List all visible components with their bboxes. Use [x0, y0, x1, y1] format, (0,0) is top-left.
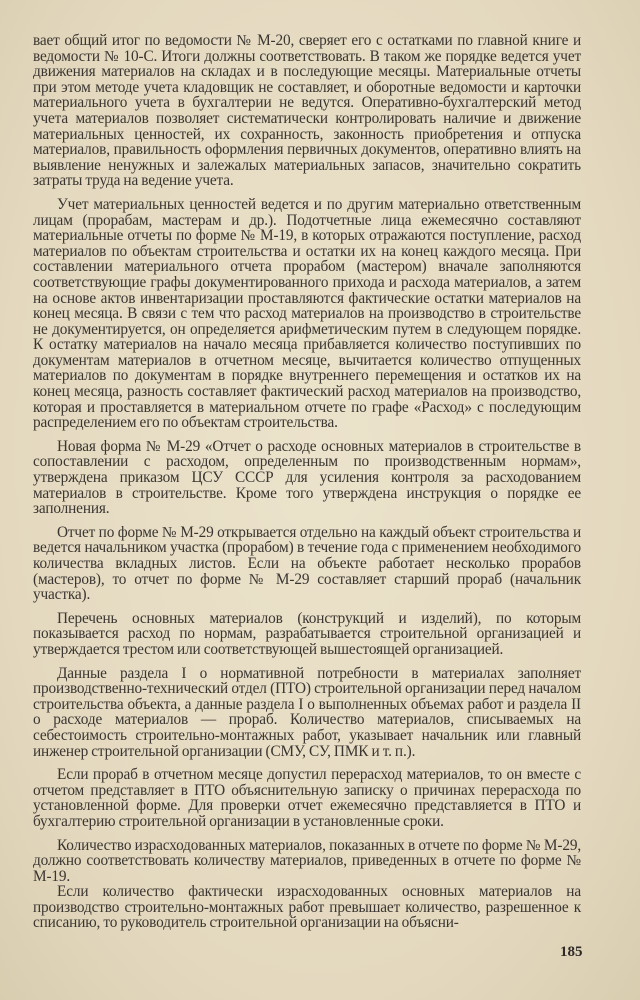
paragraph-material-accounting: Учет материальных ценностей ведется и по другим материально ответственным лицам (прорабам, мастерам и др.). Подотчетные лица ежемесячно составляют материальные отчеты по форме № М-19, в которых отражаются поступление, расход материалов по объектам строительства и остатки их на конец каждого месяца. При составлении материального отчета прорабом (мастером) вначале заполняются соответствующие графы документированного прихода и расхода материалов, а затем на основе актов инвентаризации проставляются фактические остатки материалов на конец месяца. В связи с тем что расход материалов на производство в строительстве не документируется, он определяется арифметическим путем в следующем порядке. К остатку материалов на начало месяца прибавляется количество поступивших по документам материалов в отчетном месяце, вычитается количество отпущенных материалов по документам в порядке внутреннего перемещения и остатков их на конец месяца, разность составляет фактический расход материалов на производство, которая и проставляется в материальном отчете по графе «Расход» с последующим распределением его по объектам строительства.: [33, 195, 581, 432]
paragraph-materials-list: Перечень основных материалов (конструкций и изделий), по которым показывается расход по нормам, разрабатывается строительной организацией и утверждается трестом или соответствующей вышестоящей организацией.: [33, 609, 581, 658]
paragraph-continuation: вает общий итог по ведомости № М-20, сверяет его с остатками по главной книге и ведомости № 10-С. Итоги должны соответствовать. В таком же порядке ведется учет движения материалов на складах и в последующие месяцы. Материальные отчеты при этом методе учета кладовщик не составляет, и оборотные ведомости и карточки материального учета в бухгалтерии не ведутся. Оперативно-бухгалтерский метод учета материалов позволяет систематически контролировать наличие и движение материальных ценностей, их сохранность, законность приобретения и отпуска материалов, правильность оформления первичных документов, оперативно влиять на выявление ненужных и залежалых материальных запасов, значительно сократить затраты труда на ведение учета.: [33, 32, 581, 190]
paragraph-overspending: Если прораб в отчетном месяце допустил перерасход материалов, то он вместе с отчетом представляет в ПТО объяснительную записку о причинах перерасхода по установленной форме. Для проверки отчет ежемесячно представляется в ПТО и бухгалтерию строительной организации в установленные сроки.: [33, 766, 581, 830]
body-text: [33, 33, 581, 931]
paragraph-form-m29-intro: Новая форма № М-29 «Отчет о расходе основных материалов в строительстве в сопоставлении с расходом, определенным по производственным нормам», утверждена приказом ЦСУ СССР для усиления контроля за расходованием материалов в строительстве. Кроме того утверждена инструкция о порядке ее заполнения.: [33, 437, 581, 518]
paragraph-quantity-match: Количество израсходованных материалов, показанных в отчете по форме № М-29, должно соответствовать количеству материалов, приведенных в отчете по форме № М-19.: [33, 836, 581, 885]
paragraph-form-m29-opening: Отчет по форме № М-29 открывается отдельно на каждый объект строительства и ведется начальником участка (прорабом) в течение года с применением необходимого количества вкладных листов. Если на объекте работает несколько прорабов (мастеров), то отчет по форме № М-29 составляет старший прораб (начальник участка).: [33, 523, 581, 604]
paragraph-excess-usage: Если количество фактически израсходованных основных материалов на производство строительно-монтажных работ превышает количество, разрешенное к списанию, то руководитель строительной организации на объясни-: [33, 883, 581, 932]
paragraph-section-data: Данные раздела I о нормативной потребности в материалах заполняет производственно-технический отдел (ПТО) строительной организации перед началом строительства объекта, а данные раздела I о выполненных объемах работ и раздела II о расходе материалов — прораб. Количество материалов, списываемых на себестоимость строительно-монтажных работ, указывает начальник или главный инженер строительной организации (СМУ, СУ, ПМК и т. п.).: [33, 664, 581, 760]
page-number: 185: [560, 944, 583, 960]
